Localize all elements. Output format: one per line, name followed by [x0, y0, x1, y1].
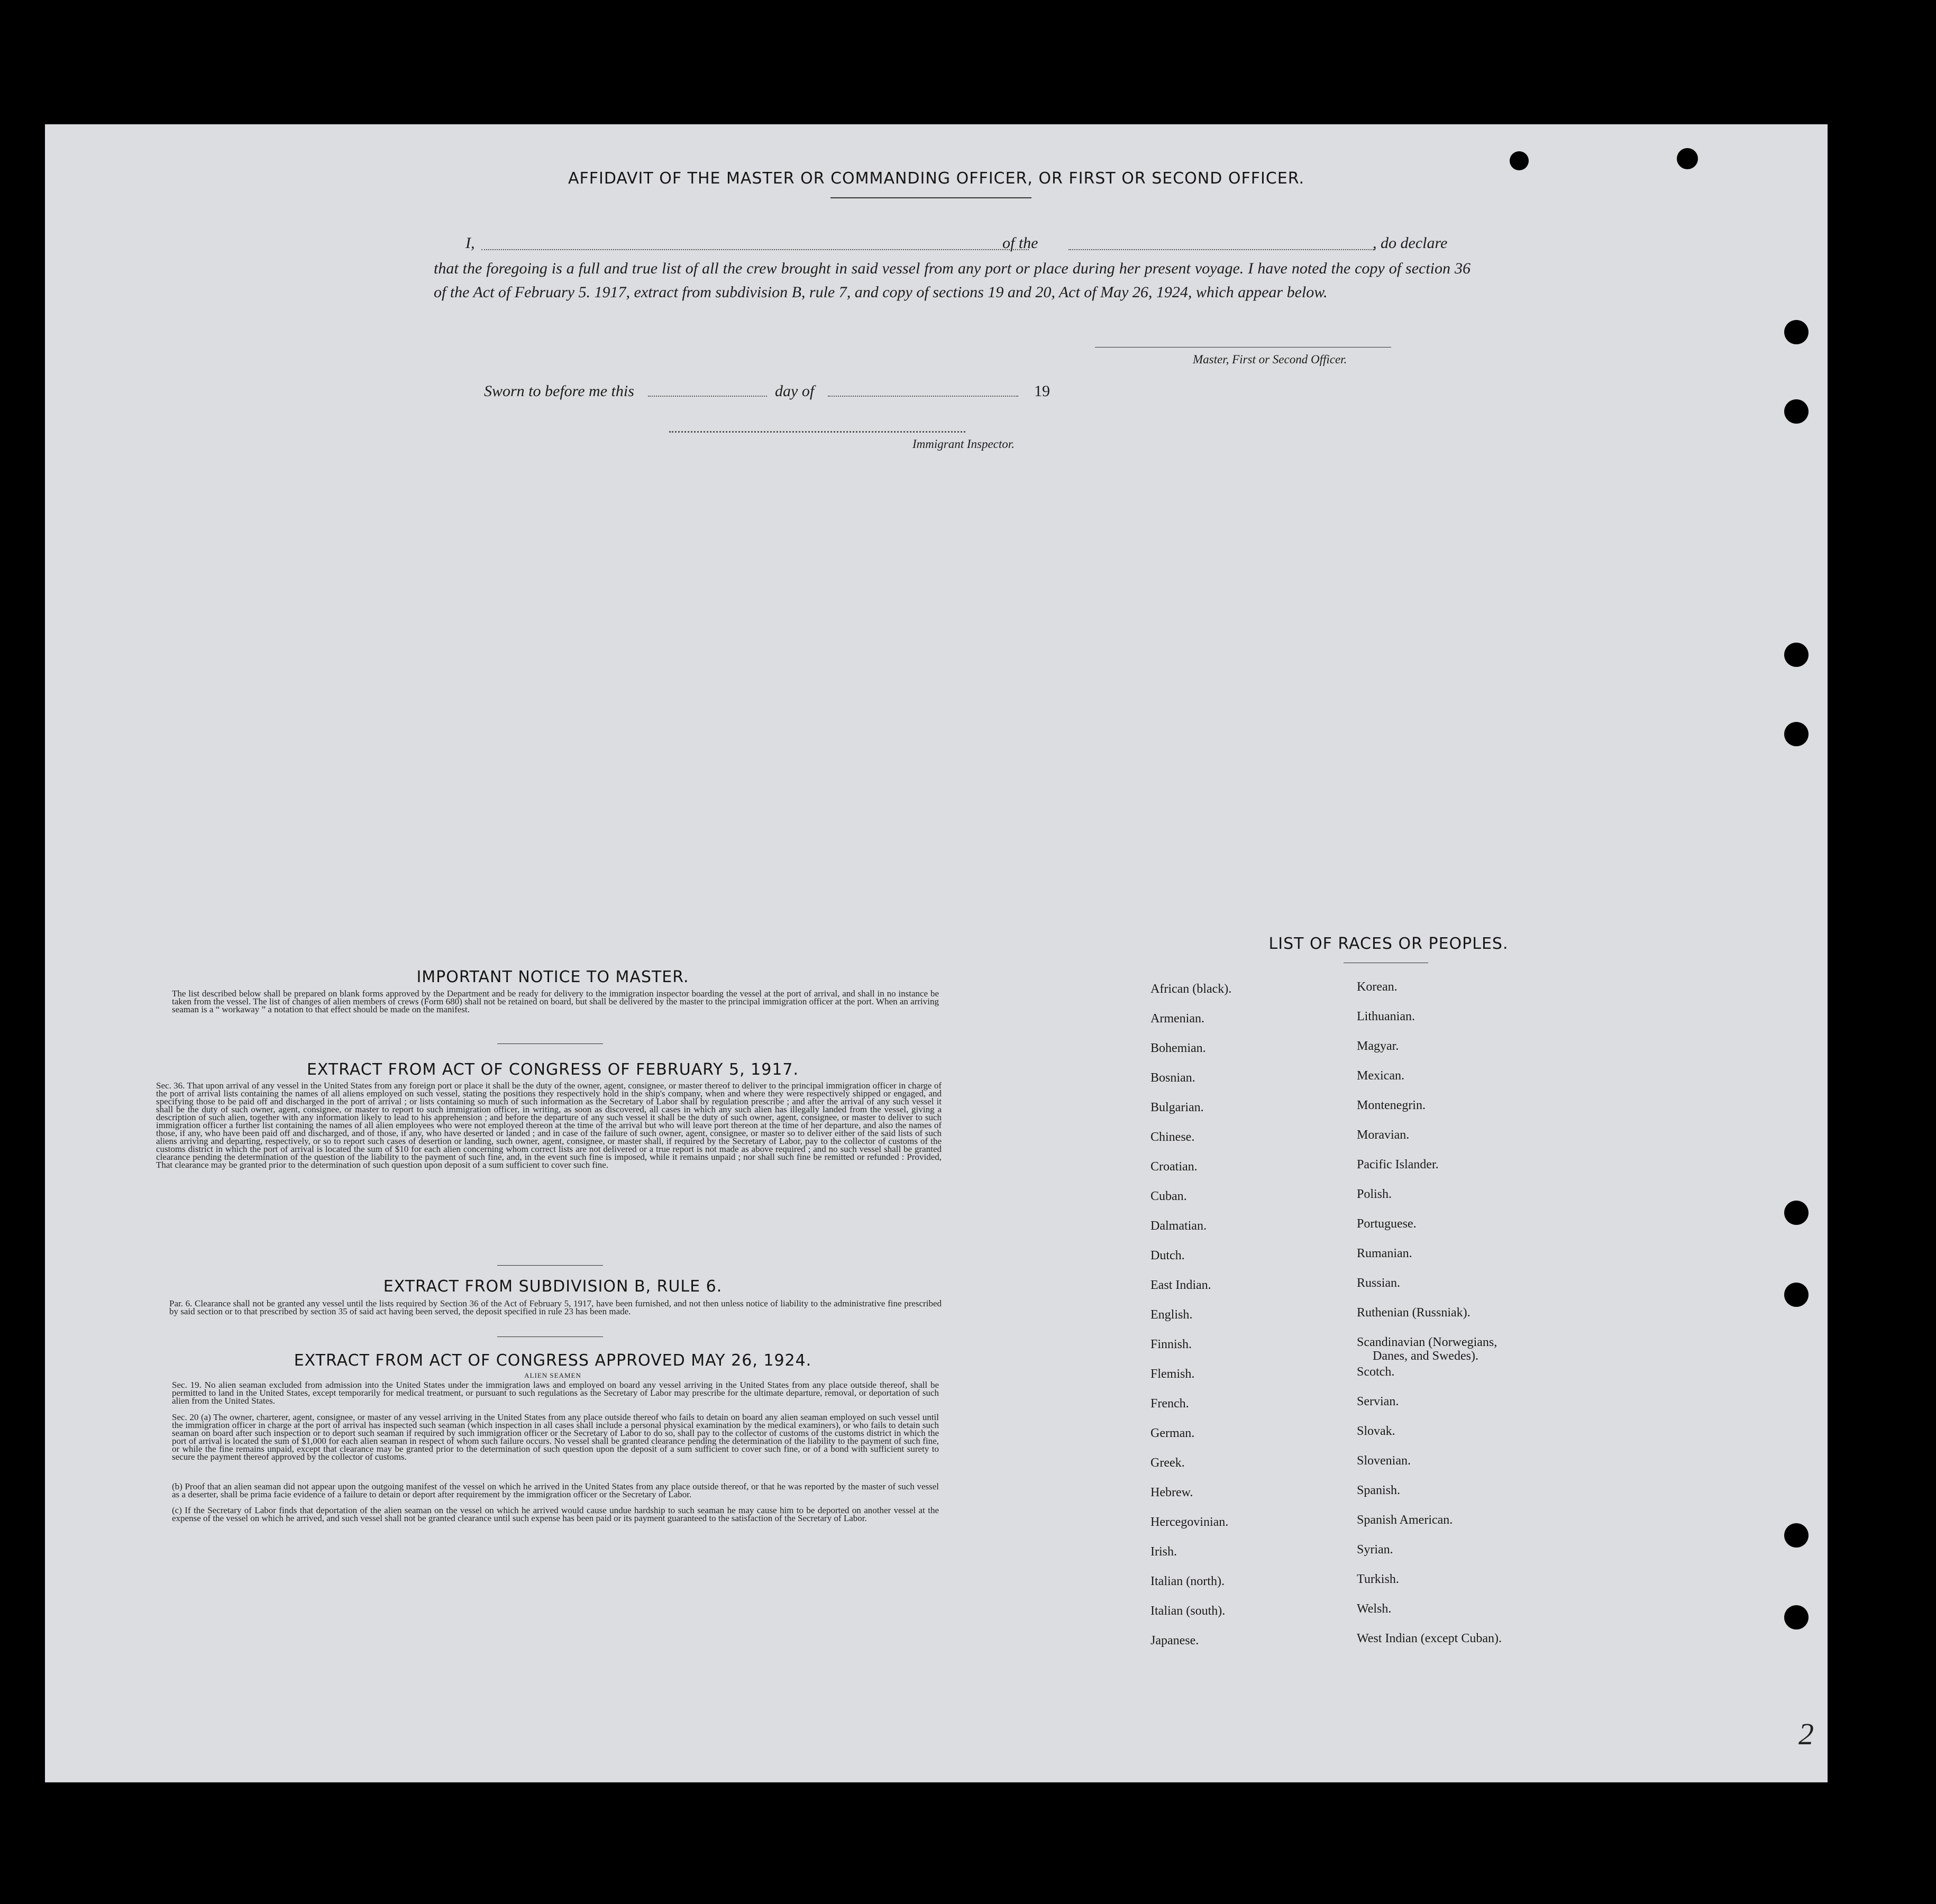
extract-1924-sec20b: (b) Proof that an alien seaman did not appear upon the outgoing manifest of the vessel on which he arrived in the United States from any place outside thereof, or that he was reported by the master of such vessel as a deserter, shall be prima facie evidence of a failure to detain or deport after requirement by the immigration officer or the Secretary of Labor. [172, 1481, 939, 1499]
rule6-body: Par. 6. Clearance shall not be granted any vessel until the lists required by Section 36 of the Act of February 5, 1917, have been furnished, and not then unless notice of liability to the administrative fine prescribed by said section or to that prescribed by section 35 of said act having been served, the deposit specified in rule 23 has been made. [169, 1298, 942, 1316]
punch-hole-3 [1784, 643, 1809, 667]
punch-hole-4 [1784, 722, 1809, 746]
race-right-8: Polish. [1357, 1187, 1392, 1201]
race-left-17: Greek. [1150, 1456, 1185, 1470]
affidavit-do-declare: , do declare [1373, 234, 1448, 252]
race-left-16: German. [1150, 1426, 1195, 1440]
sworn-day-of: day of [775, 382, 815, 400]
name-blank[interactable] [481, 249, 1029, 250]
race-left-3: Bohemian. [1150, 1041, 1206, 1055]
race-left-1: African (black). [1150, 982, 1232, 996]
race-right-15: Servian. [1357, 1395, 1399, 1408]
race-right-13-cont: Danes, and Swedes). [1373, 1349, 1478, 1363]
race-left-20: Irish. [1150, 1545, 1177, 1559]
race-left-4: Bosnian. [1150, 1071, 1195, 1085]
punch-hole-7 [1784, 1523, 1809, 1548]
affidavit-lead: I, [465, 234, 475, 252]
race-left-13: Finnish. [1150, 1338, 1192, 1351]
race-right-2: Lithuanian. [1357, 1010, 1415, 1023]
extract-1917-body: Sec. 36. That upon arrival of any vessel in the United States from any foreign port or place it shall be the duty of the owner, agent, consignee, or master thereof to deliver to the principal immigration officer in charge of the port of arrival lists containing the names of all aliens employed on such vessel, stating the positions they respectively hold in the ship's company, when and where they were respectively shipped or engaged, and specifying those to be paid off and discharged in the port of arrival ; or lists containing so much of such information as the Secretary of Labor shall by regulation prescribe ; and after the arrival of any such vessel it shall be the duty of such owner, agent, consignee, or master to report to such immigration officer, in writing, as soon as discovered, all cases in which any such alien has illegally landed from the vessel, giving a description of such alien, together with any information likely to lead to his apprehension ; and before the departure of any such vessel it shall be the duty of such owner, agent, consignee, or master to deliver to such immigration officer a further list containing the names of all alien employees who were not employed thereon at the time of the arrival but who will leave port thereon at the time of her departure, and also the names of those, if any, who have been paid off and discharged, and of those, if any, who have deserted or landed ; and in case of the failure of such owner, agent, consignee, or master so to deliver either of the said lists of such aliens arriving and departing, respectively, or so to report such cases of desertion or landing, such owner, agent, consignee, or master shall, if required by the Secretary of Labor, pay to the collector of customs of the customs district in which the port of arrival is located the sum of $10 for each alien concerning whom correct lists are not delivered or a true report is not made as above required ; and no such vessel shall be granted clearance pending the determination of the question of the liability to the payment of such fine, and, in the event such fine is imposed, while it remains unpaid ; nor shall such fine be remitted or refunded : Provided, That clearance may be granted prior to the determination of such question upon deposit of a sum sufficient to cover such fine. [156, 1081, 942, 1170]
race-left-12: English. [1150, 1308, 1193, 1322]
inspector-signature-line[interactable] [669, 431, 965, 433]
race-left-23: Japanese. [1150, 1634, 1199, 1647]
race-right-18: Spanish. [1357, 1484, 1401, 1497]
sworn-year-prefix: 19 [1034, 382, 1050, 400]
punch-hole-8 [1784, 1605, 1809, 1630]
race-right-10: Rumanian. [1357, 1247, 1412, 1260]
punch-hole-top-2 [1677, 148, 1698, 169]
punch-hole-1 [1784, 320, 1809, 344]
page-number-mark: 2 [1798, 1717, 1814, 1751]
affidavit-of-the: of the [1002, 234, 1038, 252]
punch-hole-5 [1784, 1201, 1809, 1225]
sworn-month-blank[interactable] [828, 396, 1018, 397]
race-right-17: Slovenian. [1357, 1454, 1411, 1468]
race-right-20: Syrian. [1357, 1543, 1393, 1557]
race-right-5: Montenegrin. [1357, 1099, 1426, 1112]
race-left-10: Dutch. [1150, 1249, 1185, 1262]
extract-1924-sec20c: (c) If the Secretary of Labor finds that deportation of the alien seaman on the vessel on which he arrived would cause undue hardship to such seaman he may cause him to be deported on another vessel at the expense of the vessel on which he arrived, and such vessel shall not be granted clearance until such expense has been paid or its payment guaranteed to the satisfaction of the Secretary of Labor. [172, 1505, 939, 1523]
punch-hole-top-1 [1510, 151, 1529, 170]
race-left-11: East Indian. [1150, 1278, 1211, 1292]
punch-hole-2 [1784, 399, 1809, 424]
race-right-6: Moravian. [1357, 1128, 1410, 1142]
race-right-11: Russian. [1357, 1276, 1401, 1290]
affidavit-title: AFFIDAVIT OF THE MASTER OR COMMANDING OFFICER, OR FIRST OR SECOND OFFICER. [568, 169, 1305, 188]
signature-label: Master, First or Second Officer. [1193, 353, 1347, 366]
notice-body: The list described below shall be prepared on blank forms approved by the Department and be ready for delivery to the immigration inspector boarding the vessel at the port of arrival, and shall in no instance be taken from the vessel. The list of changes of alien members of crews (Form 680) shall not be retained on board, but shall be delivered by the master to the principal immigration officer at the port. When an arriving seaman is a “ workaway ” a notation to that effect should be made on the manifest. [172, 988, 939, 1014]
race-left-21: Italian (north). [1150, 1575, 1225, 1588]
race-right-23: West Indian (except Cuban). [1357, 1632, 1502, 1645]
race-left-19: Hercegovinian. [1150, 1515, 1229, 1529]
rule6-title: EXTRACT FROM SUBDIVISION B, RULE 6. [383, 1277, 723, 1296]
race-left-18: Hebrew. [1150, 1486, 1193, 1499]
document-page [45, 124, 1828, 1782]
affidavit-body: that the foregoing is a full and true list of all the crew brought in said vessel from any port or place during her present voyage. I have noted the copy of section 36 of the Act of February 5. 1917, extract from subdivision B, rule 7, and copy of sections 19 and 20, Act of May 26, 1924, which appear below. [434, 260, 1471, 301]
race-left-14: Flemish. [1150, 1367, 1195, 1381]
race-left-7: Croatian. [1150, 1160, 1198, 1174]
race-left-2: Armenian. [1150, 1012, 1204, 1026]
race-right-7: Pacific Islander. [1357, 1158, 1439, 1171]
notice-title: IMPORTANT NOTICE TO MASTER. [416, 968, 689, 986]
race-right-22: Welsh. [1357, 1602, 1392, 1616]
race-right-14: Scotch. [1357, 1365, 1395, 1379]
races-title: LIST OF RACES OR PEOPLES. [1268, 935, 1509, 953]
sworn-prefix: Sworn to before me this [484, 382, 634, 400]
vessel-blank[interactable] [1069, 249, 1375, 250]
race-right-21: Turkish. [1357, 1572, 1399, 1586]
inspector-label: Immigrant Inspector. [912, 437, 1015, 451]
race-right-16: Slovak. [1357, 1424, 1395, 1438]
extract-1917-title: EXTRACT FROM ACT OF CONGRESS OF FEBRUARY 5, 1917. [306, 1060, 799, 1079]
extract-1924-sec19: Sec. 19. No alien seaman excluded from admission into the United States under the immigration laws and employed on board any vessel arriving in the United States from any place outside thereof, shall be permitted to land in the United States, except temporarily for medical treatment, or pursuant to such regulations as the Secretary of Labor may prescribe for the ultimate departure, removal, or deportation of such alien from the United States. [172, 1380, 939, 1406]
extract-1924-sec20a: Sec. 20 (a) The owner, charterer, agent, consignee, or master of any vessel arriving in the United States from any place outside thereof who fails to detain on board any alien seaman employed on such vessel until the immigration officer in charge at the port of arrival has inspected such seaman (which inspection in all cases shall include a personal physical examination by the medical examiners), or who fails to detain such seaman on board after such inspection or to deport such seaman if required by such immigration officer or the Secretary of Labor to do so, shall pay to the collector of customs of the customs district in which the port of arrival is located the sum of $1,000 for each alien seaman in respect of whom such failure occurs. No vessel shall be granted clearance pending the determination of the liability to the payment of such fine, or while the fine remains unpaid, except that clearance may be granted prior to the determination of such question upon the deposit of a sum sufficient to cover such fine, or of a bond with sufficient surety to secure the payment thereof approved by the collector of customs. [172, 1412, 939, 1462]
extract-1917-rule [497, 1265, 603, 1266]
race-right-12: Ruthenian (Russniak). [1357, 1306, 1471, 1320]
race-right-1: Korean. [1357, 980, 1398, 994]
race-right-9: Portuguese. [1357, 1217, 1417, 1231]
race-left-22: Italian (south). [1150, 1604, 1226, 1618]
race-right-19: Spanish American. [1357, 1513, 1453, 1527]
race-right-4: Mexican. [1357, 1069, 1404, 1083]
notice-rule [497, 1043, 603, 1044]
punch-hole-6 [1784, 1283, 1809, 1307]
race-left-9: Dalmatian. [1150, 1219, 1207, 1233]
race-right-13: Scandinavian (Norwegians, [1357, 1335, 1497, 1349]
extract-1924-title: EXTRACT FROM ACT OF CONGRESS APPROVED MAY 26, 1924. [294, 1351, 812, 1370]
title-rule [830, 197, 1031, 198]
race-left-8: Cuban. [1150, 1189, 1187, 1203]
race-right-3: Magyar. [1357, 1039, 1399, 1053]
race-left-5: Bulgarian. [1150, 1101, 1204, 1114]
race-left-6: Chinese. [1150, 1130, 1195, 1144]
sworn-day-blank[interactable] [648, 396, 767, 397]
extract-1924-subtitle: ALIEN SEAMEN [524, 1371, 581, 1379]
race-left-15: French. [1150, 1397, 1189, 1411]
